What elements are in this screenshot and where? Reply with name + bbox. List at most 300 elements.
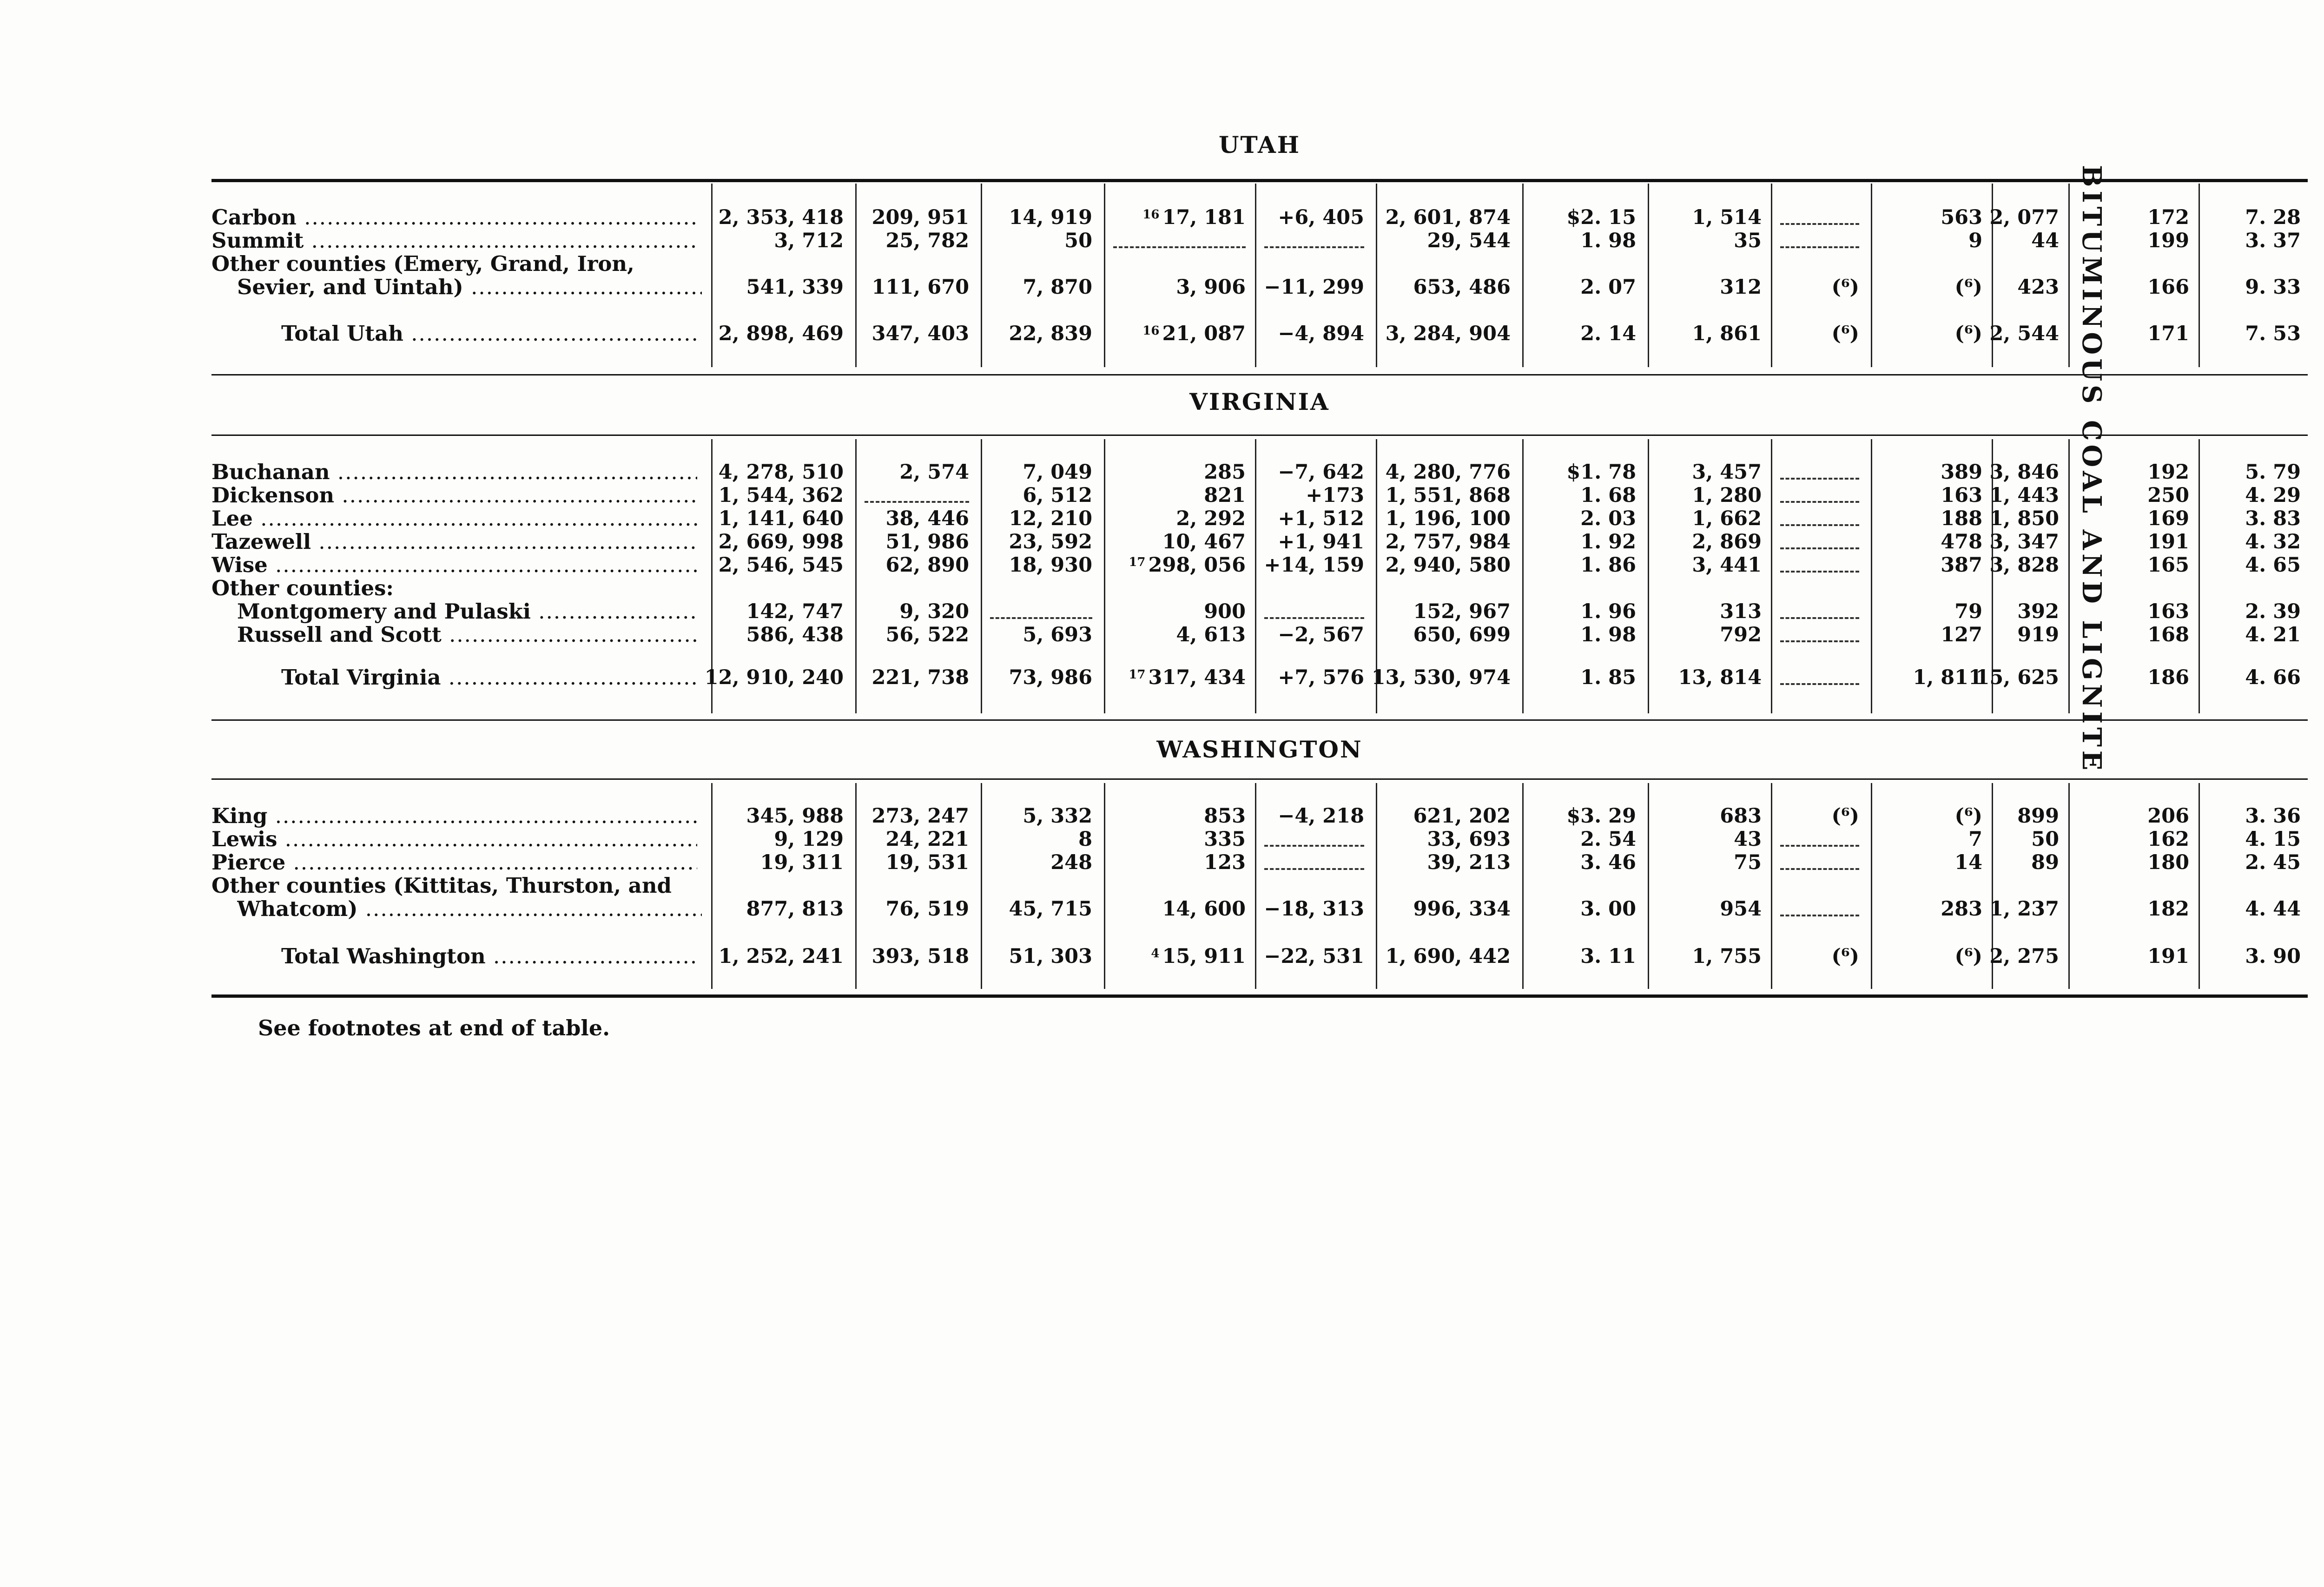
cell-value: +7, 576 bbox=[1278, 666, 1364, 689]
table-cell bbox=[2245, 204, 2301, 230]
cell-value: 1, 755 bbox=[1692, 945, 1762, 968]
cell-value: 14 bbox=[1954, 851, 1982, 874]
table-cell bbox=[1204, 849, 1246, 876]
table-cell bbox=[1720, 274, 1762, 300]
cell-value: 248 bbox=[1050, 851, 1092, 874]
table-cell bbox=[2245, 274, 2301, 300]
table-cell bbox=[885, 849, 969, 876]
table-cell bbox=[1580, 529, 1636, 555]
cell-value: (⁶) bbox=[1831, 945, 1859, 968]
cell-value: 298, 056 bbox=[1148, 553, 1246, 577]
table-row bbox=[211, 459, 2308, 485]
cell-value: 4. 29 bbox=[2245, 484, 2301, 507]
empty-cell-leader bbox=[1780, 223, 1859, 225]
cell-value: 56, 522 bbox=[885, 623, 969, 646]
table-cell bbox=[1913, 665, 1982, 691]
cell-value: 35 bbox=[1734, 229, 1762, 252]
table-cell bbox=[2147, 552, 2189, 578]
table-cell bbox=[1941, 204, 1982, 230]
cell-value: 2, 292 bbox=[1176, 507, 1246, 530]
table-cell bbox=[2017, 599, 2059, 625]
table-cell bbox=[2147, 599, 2189, 625]
table-cell bbox=[1142, 204, 1246, 230]
table-cell bbox=[872, 274, 969, 300]
table-cell bbox=[1023, 482, 1092, 508]
cell-value: 22, 839 bbox=[1009, 322, 1092, 345]
table-cell bbox=[885, 552, 969, 578]
row-label: Montgomery and Pulaski ..... bbox=[237, 599, 697, 625]
table-cell bbox=[1009, 321, 1092, 347]
row-label: Lewis ..... bbox=[211, 826, 697, 852]
table-cell bbox=[746, 274, 844, 300]
cell-value: 73, 986 bbox=[1009, 666, 1092, 689]
cell-value: 51, 303 bbox=[1009, 945, 1092, 968]
row-label: Lee ..... bbox=[211, 506, 697, 532]
cell-value: 2, 757, 984 bbox=[1385, 530, 1511, 553]
table-cell bbox=[1278, 506, 1364, 532]
table-cell bbox=[1692, 552, 1762, 578]
cell-value: 392 bbox=[2017, 600, 2059, 623]
cell-value: 1, 544, 362 bbox=[718, 484, 844, 507]
cell-value: 166 bbox=[2147, 276, 2189, 299]
footnote-marker: 17 bbox=[1129, 668, 1146, 682]
table-cell bbox=[1580, 506, 1636, 532]
cell-value: 5, 693 bbox=[1023, 623, 1092, 646]
table-cell bbox=[1566, 803, 1636, 829]
table-cell bbox=[1954, 803, 1982, 829]
table-cell bbox=[1176, 622, 1246, 648]
table-cell bbox=[2147, 274, 2189, 300]
cell-value: 12, 910, 240 bbox=[704, 666, 844, 689]
cell-value: 4. 15 bbox=[2245, 828, 2301, 851]
cell-value: +1, 941 bbox=[1278, 530, 1364, 553]
table-cell bbox=[1264, 896, 1364, 922]
table-cell bbox=[2245, 622, 2301, 648]
table-cell bbox=[1734, 849, 1762, 876]
row-label: Wise ..... bbox=[211, 552, 697, 578]
cell-value: 2, 275 bbox=[1989, 945, 2059, 968]
empty-cell-leader bbox=[1780, 915, 1859, 916]
table-cell bbox=[2245, 482, 2301, 508]
cell-value: 7. 53 bbox=[2245, 322, 2301, 345]
cell-value: 191 bbox=[2147, 530, 2189, 553]
table-cell bbox=[2147, 943, 2189, 969]
cell-value: 17, 181 bbox=[1162, 206, 1246, 229]
table-cell bbox=[2245, 826, 2301, 852]
cell-value: 9. 33 bbox=[2245, 276, 2301, 299]
cell-value: 792 bbox=[1720, 623, 1762, 646]
table-cell bbox=[872, 943, 969, 969]
table-cell bbox=[885, 826, 969, 852]
cell-value: 1, 237 bbox=[1989, 897, 2059, 921]
table-cell bbox=[1162, 896, 1246, 922]
cell-value: 4, 613 bbox=[1176, 623, 1246, 646]
cell-value: 10, 467 bbox=[1162, 530, 1246, 553]
table-cell bbox=[1176, 506, 1246, 532]
table-cell bbox=[1386, 943, 1511, 969]
cell-value: 163 bbox=[1941, 484, 1982, 507]
cell-value: 387 bbox=[1941, 553, 1982, 577]
table-cell bbox=[1954, 849, 1982, 876]
cell-value: 900 bbox=[1204, 600, 1246, 623]
cell-value: 7 bbox=[1968, 828, 1982, 851]
table-cell bbox=[1023, 274, 1092, 300]
cell-value: 169 bbox=[2147, 507, 2189, 530]
table-cell bbox=[746, 803, 844, 829]
table-cell bbox=[2245, 529, 2301, 555]
table-row bbox=[211, 552, 2308, 578]
cell-value: 621, 202 bbox=[1413, 804, 1511, 828]
cell-value: 182 bbox=[2147, 897, 2189, 921]
cell-value: 1. 98 bbox=[1580, 229, 1636, 252]
table-cell bbox=[1692, 943, 1762, 969]
table-cell bbox=[1386, 204, 1511, 230]
table-cell bbox=[885, 622, 969, 648]
section-title-washington: WASHINGTON bbox=[1156, 736, 1363, 763]
cell-value: 6, 512 bbox=[1023, 484, 1092, 507]
cell-value: 38, 446 bbox=[885, 507, 969, 530]
table-cell bbox=[1204, 459, 1246, 485]
table-cell bbox=[1023, 622, 1092, 648]
table-cell bbox=[719, 204, 844, 230]
cell-value: 50 bbox=[2031, 828, 2059, 851]
table-cell bbox=[1278, 665, 1364, 691]
cell-value: 563 bbox=[1941, 206, 1982, 229]
cell-value: 9, 129 bbox=[774, 828, 844, 851]
table-cell bbox=[885, 228, 969, 254]
cell-value: 2. 07 bbox=[1580, 276, 1636, 299]
row-label: Whatcom) ..... bbox=[237, 896, 702, 922]
table-cell bbox=[1386, 506, 1511, 532]
cell-value: 199 bbox=[2147, 229, 2189, 252]
table-cell bbox=[2245, 943, 2301, 969]
table-cell bbox=[1941, 482, 1982, 508]
cell-value: 389 bbox=[1941, 461, 1982, 484]
cell-value: 996, 334 bbox=[1413, 897, 1511, 921]
table-rule bbox=[211, 435, 2308, 436]
empty-cell-leader bbox=[1780, 868, 1859, 870]
cell-value: 2, 574 bbox=[899, 461, 969, 484]
cell-value: 188 bbox=[1941, 507, 1982, 530]
table-cell bbox=[1580, 599, 1636, 625]
cell-value: 283 bbox=[1941, 897, 1982, 921]
table-cell bbox=[1009, 506, 1092, 532]
table-total-row bbox=[211, 943, 2308, 969]
empty-cell-leader bbox=[1264, 246, 1364, 248]
table-cell bbox=[1009, 204, 1092, 230]
table-row bbox=[211, 826, 2308, 852]
table-cell bbox=[1176, 274, 1246, 300]
table-cell bbox=[1720, 896, 1762, 922]
empty-cell-leader bbox=[1780, 571, 1859, 573]
cell-value: 171 bbox=[2147, 322, 2189, 345]
table-cell bbox=[1968, 826, 1982, 852]
empty-cell-leader bbox=[1113, 246, 1246, 248]
table-cell bbox=[885, 506, 969, 532]
empty-cell-leader bbox=[1264, 617, 1364, 619]
cell-value: −2, 567 bbox=[1278, 623, 1364, 646]
table-cell bbox=[1064, 228, 1092, 254]
table-cell bbox=[1264, 274, 1364, 300]
table-cell bbox=[1204, 599, 1246, 625]
table-cell bbox=[1413, 599, 1511, 625]
table-cell bbox=[746, 896, 844, 922]
table-cell bbox=[1278, 622, 1364, 648]
empty-cell-leader bbox=[1780, 640, 1859, 642]
table-cell bbox=[2245, 665, 2301, 691]
cell-value: 29, 544 bbox=[1427, 229, 1511, 252]
cell-value: 221, 738 bbox=[872, 666, 969, 689]
table-cell bbox=[1580, 849, 1636, 876]
cell-value: 142, 747 bbox=[746, 600, 844, 623]
row-label: Other counties: bbox=[211, 576, 394, 600]
empty-cell-leader bbox=[1780, 246, 1859, 248]
cell-value: 3, 457 bbox=[1692, 461, 1762, 484]
table-cell bbox=[2147, 228, 2189, 254]
table-cell bbox=[1720, 622, 1762, 648]
footnote-marker: 16 bbox=[1142, 324, 1160, 338]
cell-value: 3, 284, 904 bbox=[1385, 322, 1511, 345]
cell-value: 4. 65 bbox=[2245, 553, 2301, 577]
row-label: Buchanan ..... bbox=[211, 459, 697, 485]
cell-value: 50 bbox=[1064, 229, 1092, 252]
table-row bbox=[211, 228, 2308, 254]
table-row bbox=[211, 622, 2308, 648]
table-total-row bbox=[211, 321, 2308, 347]
table-cell bbox=[1580, 943, 1636, 969]
table-cell bbox=[1278, 529, 1364, 555]
cell-value: 172 bbox=[2147, 206, 2189, 229]
table-cell bbox=[719, 482, 844, 508]
empty-cell-leader bbox=[1780, 501, 1859, 503]
cell-value: 180 bbox=[2147, 851, 2189, 874]
table-cell bbox=[2147, 622, 2189, 648]
empty-cell-leader bbox=[1780, 683, 1859, 685]
cell-value: 1, 280 bbox=[1692, 484, 1762, 507]
cell-value: 163 bbox=[2147, 600, 2189, 623]
cell-value: +173 bbox=[1306, 484, 1364, 507]
cell-value: 250 bbox=[2147, 484, 2189, 507]
table-cell bbox=[746, 599, 844, 625]
table-cell bbox=[1734, 826, 1762, 852]
cell-value: 1, 141, 640 bbox=[718, 507, 844, 530]
footnote-marker: 4 bbox=[1151, 947, 1160, 961]
cell-value: 25, 782 bbox=[885, 229, 969, 252]
table-cell bbox=[885, 896, 969, 922]
table-cell bbox=[2245, 459, 2301, 485]
table-cell bbox=[1968, 228, 1982, 254]
cell-value: 2, 544 bbox=[1989, 322, 2059, 345]
cell-value: 853 bbox=[1204, 804, 1246, 828]
table-cell bbox=[774, 228, 844, 254]
cell-value: (⁶) bbox=[1954, 322, 1982, 345]
cell-value: 3. 37 bbox=[2245, 229, 2301, 252]
cell-value: 317, 434 bbox=[1148, 666, 1246, 689]
table-row bbox=[211, 575, 2308, 601]
table-cell bbox=[1009, 529, 1092, 555]
row-label: Pierce ..... bbox=[211, 849, 697, 876]
table-cell bbox=[1386, 459, 1511, 485]
cell-value: 2. 39 bbox=[2245, 600, 2301, 623]
table-cell bbox=[1023, 459, 1092, 485]
running-head-vertical: BITUMINOUS COAL AND LIGNITE bbox=[2076, 165, 2107, 774]
cell-value: 1. 85 bbox=[1580, 666, 1636, 689]
cell-value: 75 bbox=[1734, 851, 1762, 874]
row-label: Total Virginia ..... bbox=[281, 665, 697, 691]
table-rule bbox=[211, 374, 2308, 375]
table-cell bbox=[2245, 321, 2301, 347]
table-cell bbox=[1009, 665, 1092, 691]
table-cell bbox=[2147, 506, 2189, 532]
cell-value: 3. 11 bbox=[1580, 945, 1636, 968]
table-cell bbox=[2147, 896, 2189, 922]
empty-cell-leader bbox=[990, 617, 1092, 619]
table-cell bbox=[1831, 274, 1859, 300]
table-cell bbox=[2147, 849, 2189, 876]
cell-value: 43 bbox=[1734, 828, 1762, 851]
cell-value: 1. 98 bbox=[1580, 623, 1636, 646]
table-cell bbox=[872, 665, 969, 691]
table-cell bbox=[2031, 826, 2059, 852]
table-cell bbox=[1566, 459, 1636, 485]
cell-value: 89 bbox=[2031, 851, 2059, 874]
table-cell bbox=[1413, 896, 1511, 922]
table-cell bbox=[1989, 482, 2059, 508]
table-row-label-line bbox=[211, 873, 2308, 899]
cell-value: (⁶) bbox=[1954, 804, 1982, 828]
table-cell bbox=[1278, 803, 1364, 829]
table-cell bbox=[1580, 552, 1636, 578]
cell-value: 312 bbox=[1720, 276, 1762, 299]
cell-value: 3. 00 bbox=[1580, 897, 1636, 921]
cell-value: 2, 869 bbox=[1692, 530, 1762, 553]
table-cell bbox=[2147, 459, 2189, 485]
table-cell bbox=[1692, 459, 1762, 485]
cell-value: 165 bbox=[2147, 553, 2189, 577]
cell-value: −4, 894 bbox=[1278, 322, 1364, 345]
cell-value: 44 bbox=[2031, 229, 2059, 252]
cell-value: +14, 159 bbox=[1264, 553, 1364, 577]
cell-value: 1, 252, 241 bbox=[718, 945, 844, 968]
empty-cell-leader bbox=[1264, 845, 1364, 847]
table-cell bbox=[2245, 896, 2301, 922]
cell-value: 4. 44 bbox=[2245, 897, 2301, 921]
cell-value: −18, 313 bbox=[1264, 897, 1364, 921]
cell-value: 478 bbox=[1941, 530, 1982, 553]
table-row bbox=[211, 482, 2308, 508]
cell-value: −7, 642 bbox=[1278, 461, 1364, 484]
cell-value: 2, 546, 545 bbox=[718, 553, 844, 577]
row-label: Russell and Scott ..... bbox=[237, 622, 697, 648]
cell-value: $3. 29 bbox=[1566, 804, 1636, 828]
cell-value: 586, 438 bbox=[746, 623, 844, 646]
cell-value: 4, 280, 776 bbox=[1385, 461, 1511, 484]
cell-value: 1, 811 bbox=[1913, 666, 1982, 689]
cell-value: 51, 986 bbox=[885, 530, 969, 553]
table-cell bbox=[719, 459, 844, 485]
table-cell bbox=[1427, 228, 1511, 254]
table-cell bbox=[1204, 803, 1246, 829]
section-title-virginia: VIRGINIA bbox=[1189, 388, 1330, 415]
cell-value: 2. 03 bbox=[1580, 507, 1636, 530]
table-cell bbox=[1989, 459, 2059, 485]
table-cell bbox=[719, 552, 844, 578]
cell-value: (⁶) bbox=[1831, 276, 1859, 299]
table-cell bbox=[1162, 529, 1246, 555]
table-cell bbox=[1204, 482, 1246, 508]
table-row bbox=[211, 803, 2308, 829]
cell-value: 2. 45 bbox=[2245, 851, 2301, 874]
cell-value: 4. 21 bbox=[2245, 623, 2301, 646]
table-cell bbox=[1941, 529, 1982, 555]
table-cell bbox=[885, 529, 969, 555]
row-label: Total Utah ..... bbox=[281, 321, 697, 347]
cell-value: 2, 898, 469 bbox=[718, 322, 844, 345]
table-cell bbox=[2147, 321, 2189, 347]
table-cell bbox=[1580, 896, 1636, 922]
cell-value: 1, 196, 100 bbox=[1385, 507, 1511, 530]
empty-cell-leader bbox=[1264, 868, 1364, 870]
cell-value: 393, 518 bbox=[872, 945, 969, 968]
table-cell bbox=[1386, 321, 1511, 347]
footnote-marker: 17 bbox=[1129, 555, 1146, 569]
cell-value: 7, 049 bbox=[1023, 461, 1092, 484]
table-cell bbox=[1954, 274, 1982, 300]
cell-value: 273, 247 bbox=[872, 804, 969, 828]
table-cell bbox=[1831, 321, 1859, 347]
row-label: Summit ..... bbox=[211, 228, 697, 254]
footnote-reference: See footnotes at end of table. bbox=[258, 1015, 610, 1040]
table-cell bbox=[2147, 204, 2189, 230]
table-cell bbox=[1831, 803, 1859, 829]
cell-value: 3. 46 bbox=[1580, 851, 1636, 874]
cell-value: 14, 919 bbox=[1009, 206, 1092, 229]
cell-value: 168 bbox=[2147, 623, 2189, 646]
cell-value: 206 bbox=[2147, 804, 2189, 828]
table-row bbox=[211, 529, 2308, 555]
table-cell bbox=[1427, 826, 1511, 852]
table-cell bbox=[2031, 849, 2059, 876]
cell-value: 1, 514 bbox=[1692, 206, 1762, 229]
cell-value: 2. 54 bbox=[1580, 828, 1636, 851]
table-cell bbox=[1009, 943, 1092, 969]
cell-value: 13, 814 bbox=[1678, 666, 1762, 689]
table-cell bbox=[2245, 506, 2301, 532]
cell-value: −4, 218 bbox=[1278, 804, 1364, 828]
table-cell bbox=[1941, 896, 1982, 922]
cell-value: 1, 443 bbox=[1989, 484, 2059, 507]
table-cell bbox=[1580, 826, 1636, 852]
table-cell bbox=[872, 321, 969, 347]
table-cell bbox=[1989, 321, 2059, 347]
cell-value: 1, 690, 442 bbox=[1385, 945, 1511, 968]
table-cell bbox=[1692, 482, 1762, 508]
table-rule bbox=[211, 179, 2308, 182]
row-label: Carbon ..... bbox=[211, 204, 697, 230]
table-cell bbox=[2147, 529, 2189, 555]
table-cell bbox=[2147, 803, 2189, 829]
cell-value: 899 bbox=[2017, 804, 2059, 828]
row-label: King ..... bbox=[211, 803, 697, 829]
table-cell bbox=[1678, 665, 1762, 691]
table-cell bbox=[2245, 599, 2301, 625]
table-cell bbox=[1580, 665, 1636, 691]
cell-value: 79 bbox=[1954, 600, 1982, 623]
row-label: Tazewell ..... bbox=[211, 529, 697, 555]
cell-value: 5, 332 bbox=[1023, 804, 1092, 828]
table-cell bbox=[1720, 599, 1762, 625]
cell-value: 191 bbox=[2147, 945, 2189, 968]
